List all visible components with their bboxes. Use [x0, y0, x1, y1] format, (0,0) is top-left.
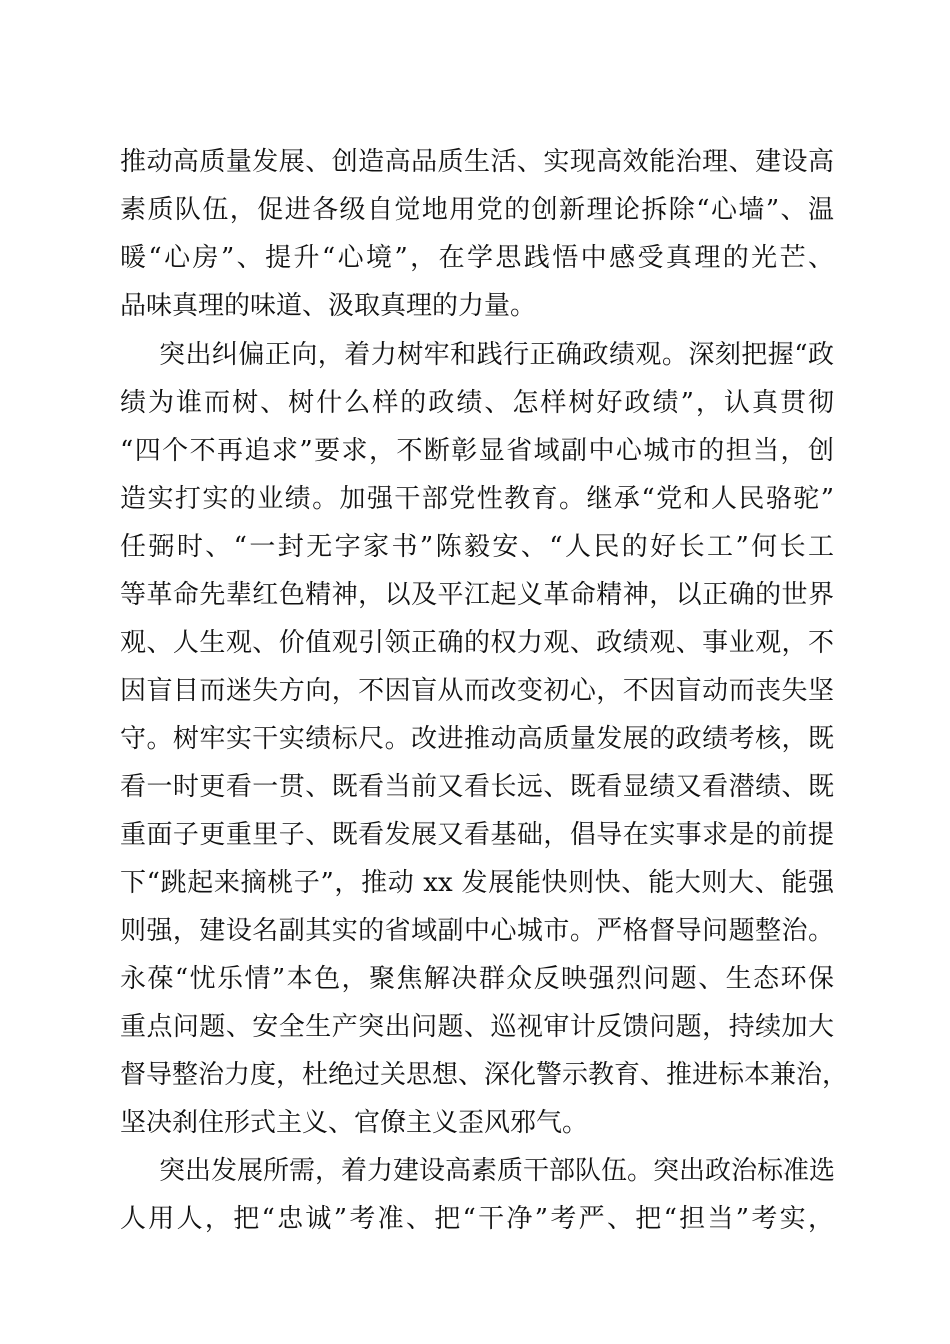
paragraph-2-line-16: 督导整治力度，杜绝过关思想、深化警示教育、推进标本兼治， [120, 1060, 849, 1090]
paragraph-1-line-1: 推动高质量发展、创造高品质生活、实现高效能治理、建设高 [120, 147, 834, 177]
paragraph-1-line-4: 品味真理的味道、汲取真理的力量。 [120, 291, 537, 321]
paragraph-2-line-14: 永葆“忧乐情”本色，聚焦解决群众反映强烈问题、生态环保 [120, 964, 834, 994]
paragraph-2-line-17: 坚决刹住形式主义、官僚主义歪风邪气。 [120, 1108, 589, 1138]
paragraph-2-line-7: 观、人生观、价值观引领正确的权力观、政绩观、事业观，不 [120, 628, 834, 658]
paragraph-3-line-1: 突出发展所需，着力建设高素质干部队伍。突出政治标准选 [159, 1156, 836, 1186]
paragraph-2-line-2: 绩为谁而树、树什么样的政绩、怎样树好政绩”，认真贯彻 [120, 388, 834, 418]
paragraph-2-line-5: 任弼时、“一封无字家书”陈毅安、“人民的好长工”何长工 [120, 532, 834, 562]
paragraph-2-line-11: 重面子更重里子、既看发展又看基础，倡导在实事求是的前提 [120, 820, 834, 850]
paragraph-1-line-2: 素质队伍，促进各级自觉地用党的创新理论拆除“心墙”、温 [120, 195, 834, 225]
paragraph-3-line-2: 人用人，把“忠诚”考准、把“干净”考严、把“担当”考实， [120, 1204, 834, 1234]
paragraph-2-line-13: 则强，建设名副其实的省域副中心城市。严格督导问题整治。 [120, 916, 834, 946]
paragraph-2-line-6: 等革命先辈红色精神，以及平江起义革命精神，以正确的世界 [120, 580, 834, 610]
paragraph-2-line-1: 突出纠偏正向，着力树牢和践行正确政绩观。深刻把握“政 [159, 340, 834, 370]
paragraph-2-line-8: 因盲目而迷失方向，不因盲从而改变初心，不因盲动而丧失坚 [120, 676, 834, 706]
paragraph-2-line-9: 守。树牢实干实绩标尺。改进推动高质量发展的政绩考核，既 [120, 724, 834, 754]
paragraph-2-line-10: 看一时更看一贯、既看当前又看长远、既看显绩又看潜绩、既 [120, 772, 834, 802]
paragraph-2-line-15: 重点问题、安全生产突出问题、巡视审计反馈问题，持续加大 [120, 1012, 834, 1042]
paragraph-1-line-3: 暖“心房”、提升“心境”，在学思践悟中感受真理的光芒、 [120, 243, 834, 273]
paragraph-2-line-12: 下“跳起来摘桃子”，推动 xx 发展能快则快、能大则大、能强 [120, 868, 834, 898]
paragraph-2-line-4: 造实打实的业绩。加强干部党性教育。继承“党和人民骆驼” [120, 484, 834, 514]
paragraph-2-line-3: “四个不再追求”要求，不断彰显省域副中心城市的担当，创 [120, 436, 834, 466]
